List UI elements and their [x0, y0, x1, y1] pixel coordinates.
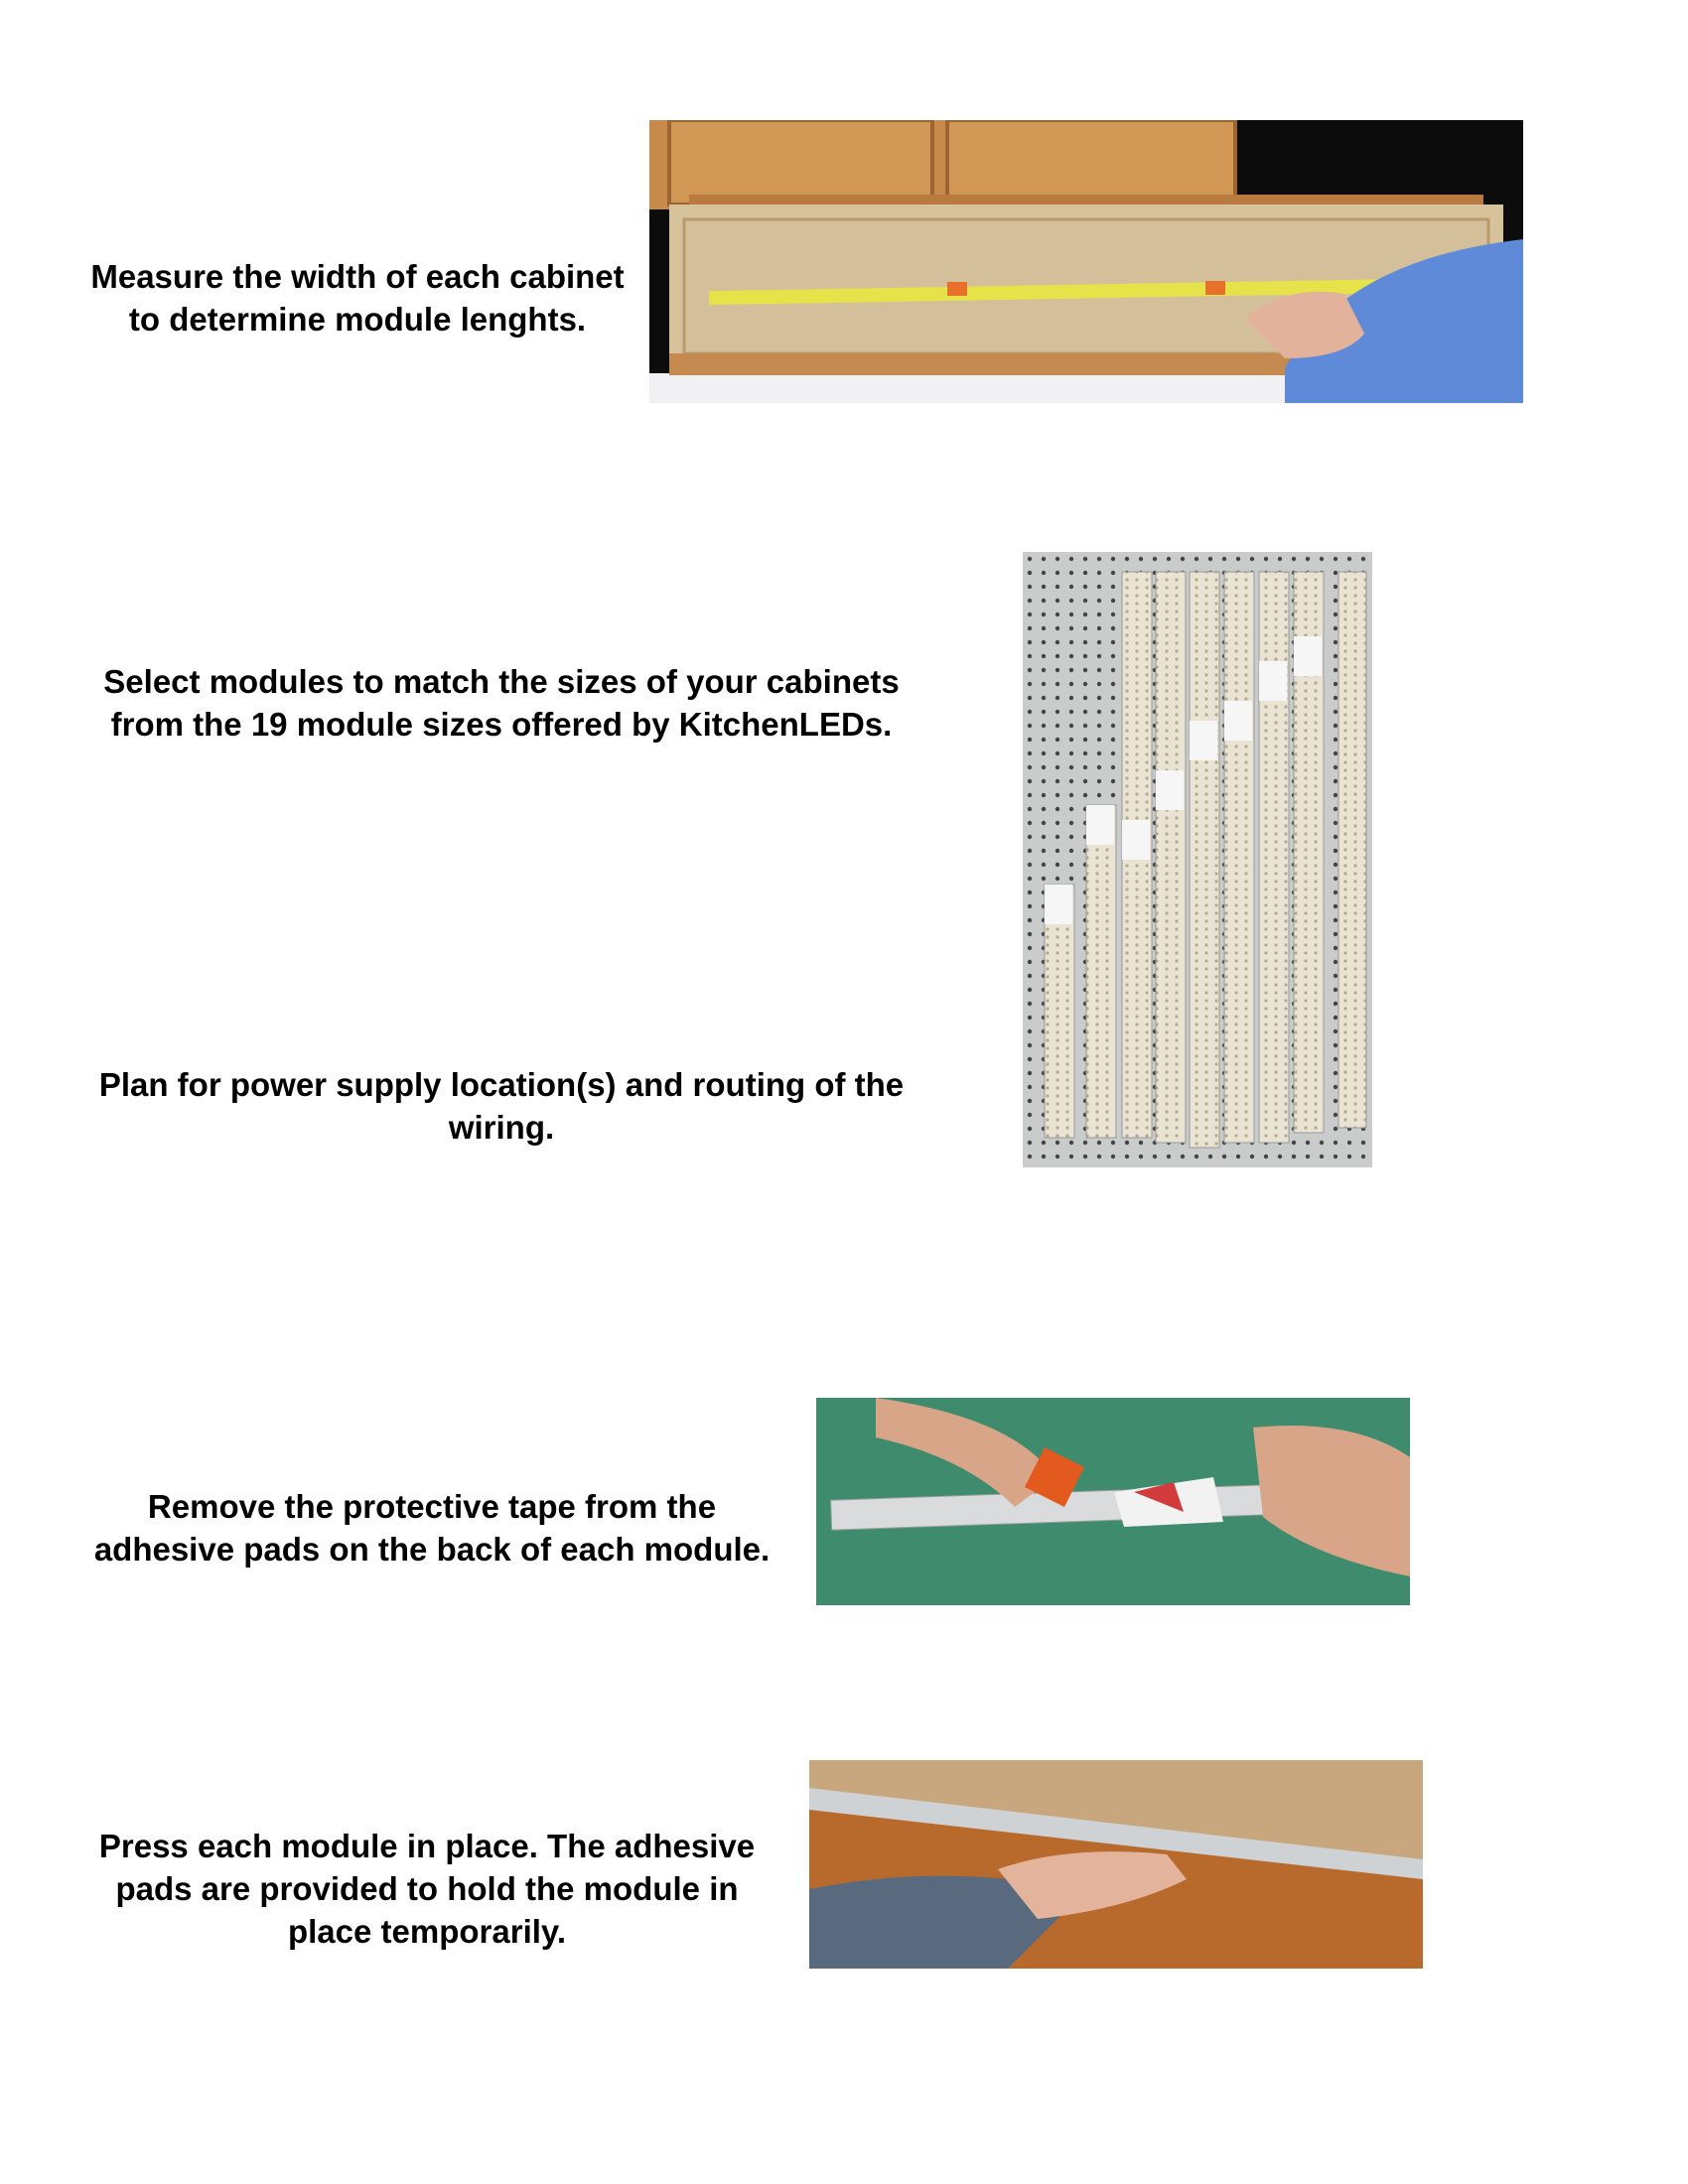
- step-3-line-1: Plan for power supply location(s) and routing of the: [98, 1066, 905, 1103]
- peeling-tape-photo: [816, 1398, 1410, 1605]
- step-2-line-1: Select modules to match the sizes of your cabinets: [103, 663, 900, 700]
- step-4-line-1: Remove the protective tape from the: [147, 1488, 717, 1525]
- step-2-text: [60, 660, 943, 746]
- step-4-text: [60, 1485, 804, 1570]
- step-3-line-2: wiring.: [448, 1109, 555, 1146]
- cabinet-measuring-photo: [649, 120, 1523, 403]
- pressing-module-photo: [809, 1760, 1423, 1969]
- step-5-line-2: pads are provided to hold the module in: [115, 1870, 739, 1907]
- step-3-text: [60, 1063, 943, 1149]
- step-1-line-2: to determine module lenghts.: [128, 301, 587, 338]
- step-4-line-2: adhesive pads on the back of each module.: [93, 1531, 771, 1568]
- step-2-line-2: from the 19 module sizes offered by KitchenLEDs.: [110, 706, 893, 743]
- step-1-text: [70, 255, 645, 341]
- led-modules-photo: [1023, 552, 1372, 1167]
- step-5-text: [60, 1825, 794, 1953]
- step-1-line-1: Measure the width of each cabinet: [90, 258, 625, 295]
- step-5-line-1: Press each module in place. The adhesive: [98, 1828, 756, 1864]
- step-5-line-3: place temporarily.: [287, 1913, 566, 1950]
